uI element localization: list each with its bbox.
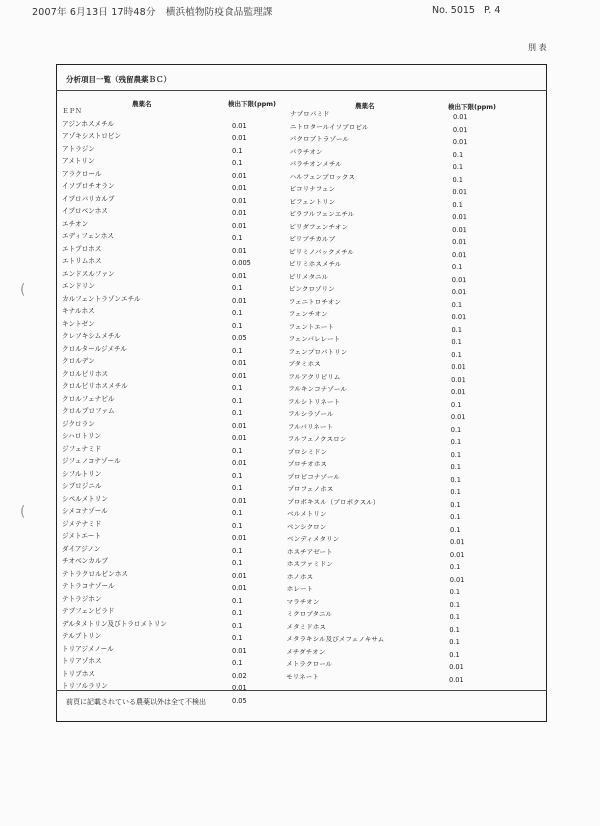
pesticide-name: イプロバリカルブ — [62, 194, 115, 203]
header-name-right: 農薬名 — [355, 102, 375, 110]
detection-limit: 0.1 — [452, 162, 464, 172]
fax-page-number: P. 4 — [484, 5, 501, 16]
pesticide-name: クロルタールジメチル — [62, 344, 127, 353]
pesticide-name: ホノホス — [286, 572, 314, 581]
detection-limit: 0.1 — [232, 346, 243, 355]
detection-limit: 0.1 — [232, 309, 243, 317]
pesticide-name: ナプロパミド — [289, 109, 330, 119]
detection-limit: 0.1 — [232, 471, 243, 480]
detection-limit: 0.01 — [232, 371, 247, 380]
detection-limit: 0.01 — [451, 387, 466, 397]
pesticide-name: イソプロチオラン — [62, 182, 115, 190]
detection-limit: 0.01 — [451, 287, 467, 297]
detection-limit: 0.01 — [452, 125, 468, 134]
detection-limit: 0.01 — [451, 275, 467, 284]
pesticide-name: メタラキシル及びメフェノキサム — [286, 634, 385, 644]
pesticide-name: アトラジン — [62, 144, 95, 153]
detection-limit: 0.01 — [452, 212, 467, 222]
pesticide-name: パラチオンメチル — [289, 159, 342, 169]
pesticide-name: キナルホス — [62, 307, 95, 315]
detection-limit: 0.1 — [232, 284, 243, 292]
header-limit-right: 検出下限(ppm) — [448, 103, 497, 111]
detection-limit: 0.1 — [232, 659, 243, 667]
pesticide-name: テトラジホン — [62, 594, 102, 603]
pesticide-name: ブタミホス — [288, 359, 321, 369]
detection-limit: 0.01 — [452, 137, 468, 147]
detection-limit: 0.1 — [232, 409, 243, 417]
detection-limit: 0.1 — [449, 600, 461, 609]
detection-limit: 0.1 — [451, 262, 463, 272]
detection-limit: 0.01 — [232, 434, 247, 442]
detection-limit: 0.01 — [452, 187, 468, 197]
pesticide-name: ジメテナミド — [62, 519, 102, 528]
pesticide-name: トリフルラリン — [62, 682, 108, 690]
detection-limit: 0.1 — [452, 175, 464, 184]
pesticide-name: アゾキシストロビン — [62, 132, 122, 140]
pesticide-name: フルキンコナゾール — [288, 384, 347, 394]
header-limit-left: 検出下限(ppm) — [228, 100, 277, 108]
detection-limit: 0.01 — [232, 496, 247, 505]
pesticide-name: キントゼン — [62, 319, 95, 328]
pesticide-name: プロフェノホス — [287, 484, 334, 494]
detection-limit: 0.1 — [452, 200, 463, 209]
pesticide-name: シハロトリン — [62, 432, 102, 440]
detection-limit: 0.01 — [232, 246, 247, 255]
detection-limit: 0.1 — [451, 337, 462, 347]
detection-limit: 0.1 — [232, 159, 243, 167]
pesticide-name: フェンバレレート — [288, 334, 341, 344]
detection-limit: 0.1 — [450, 450, 462, 459]
detection-limit: 0.1 — [232, 546, 243, 555]
pesticide-name: ＥＰＮ — [62, 107, 82, 115]
detection-limit: 0.1 — [450, 525, 461, 534]
right-name-column — [286, 108, 445, 684]
pesticide-name: ピリミノバックメチル — [288, 247, 355, 256]
pesticide-name: エトリムホス — [62, 257, 102, 265]
pesticide-name: ミクロブタニル — [286, 609, 333, 619]
detection-limit: 0.01 — [232, 684, 247, 692]
pesticide-name: テトラクロルビンホス — [62, 569, 128, 578]
pesticide-name: メチダチオン — [286, 647, 326, 656]
detection-limit: 0.1 — [450, 400, 462, 409]
detection-limit: 0.1 — [451, 325, 463, 334]
detection-limit: 0.05 — [232, 696, 247, 705]
pesticide-name: トリアジメノール — [62, 644, 114, 653]
pesticide-name: プロピコナゾール — [287, 472, 341, 481]
detection-limit: 0.01 — [451, 312, 467, 322]
detection-limit: 0.1 — [449, 587, 461, 597]
detection-limit: 0.01 — [232, 646, 247, 655]
pesticide-name: パクロブトラゾール — [289, 134, 350, 144]
detection-limit: 0.01 — [449, 575, 465, 584]
detection-limit: 0.1 — [232, 234, 243, 242]
pesticide-name: カルフェントラゾンエチル — [62, 294, 141, 303]
pesticide-name: シペルメトリン — [62, 494, 108, 503]
pesticide-name: ホスチアゼート — [286, 547, 333, 556]
detection-limit: 0.01 — [449, 550, 465, 559]
pesticide-name: フルシラゾール — [287, 409, 334, 419]
pesticide-name: ジフェナミド — [62, 444, 102, 453]
detection-limit: 0.01 — [452, 237, 467, 247]
pesticide-name: エトプロホス — [62, 244, 102, 253]
pesticide-name: マラチオン — [286, 597, 320, 606]
detection-limit: 0.1 — [232, 559, 243, 567]
pesticide-name: フェンチオン — [288, 309, 328, 319]
header-name-left: 農薬名 — [132, 100, 152, 108]
detection-limit: 0.1 — [232, 621, 243, 630]
detection-limit: 0.1 — [450, 500, 461, 509]
pesticide-name: ハルフェンプロックス — [289, 172, 355, 181]
pesticide-name: ニトロタールイソプロピル — [289, 122, 369, 132]
left-limit-column — [232, 107, 272, 707]
detection-limit: 0.1 — [451, 350, 462, 359]
pesticide-name: プロシミドン — [287, 447, 328, 456]
detection-limit: 0.01 — [232, 209, 247, 217]
pesticide-name: エンドスルファン — [62, 269, 115, 278]
pesticide-name: アラクロール — [62, 169, 102, 178]
detection-limit: 0.01 — [232, 459, 247, 467]
pesticide-name: ジメトエート — [62, 532, 102, 540]
detection-limit: 0.1 — [450, 425, 462, 434]
scan-mark: ( — [20, 504, 26, 520]
fax-sender: 横浜植物防疫食品監理課 — [165, 7, 273, 18]
detection-limit: 0.01 — [449, 675, 464, 684]
pesticide-name: クロルプロファム — [62, 407, 115, 415]
left-name-column — [62, 105, 227, 705]
pesticide-name: クロルフェナピル — [62, 394, 115, 403]
detection-limit: 0.1 — [449, 562, 461, 572]
pesticide-name: エディフェンホス — [62, 232, 114, 240]
detection-limit: 0.01 — [232, 359, 247, 367]
fax-number: No. 5015 — [432, 5, 475, 16]
detection-limit: 0.01 — [232, 184, 247, 192]
detection-limit: 0.1 — [232, 146, 243, 155]
pesticide-name: ピコリナフェン — [289, 184, 336, 194]
pesticide-name: フルバリネート — [287, 422, 334, 431]
pesticide-name: ホスファミドン — [286, 559, 333, 569]
pesticide-name: テブフェンピラド — [62, 607, 115, 615]
pesticide-name: シフルトリン — [62, 469, 102, 478]
pesticide-name: シプロジニル — [62, 482, 102, 490]
detection-limit: 0.1 — [449, 637, 460, 647]
detection-limit: 0.1 — [232, 484, 243, 492]
pesticide-name: プロポキスル（プロポクスル） — [287, 497, 380, 507]
detection-limit: 0.1 — [449, 650, 460, 659]
pesticide-name: ダイアジノン — [62, 544, 101, 553]
detection-limit: 0.1 — [232, 396, 243, 405]
detection-limit: 0.1 — [232, 521, 243, 530]
pesticide-name: ピリダフェンチオン — [289, 222, 349, 231]
detection-limit: 0.01 — [451, 375, 466, 384]
table-title: 分析項目一覧（残留農薬ＢＣ） — [66, 75, 171, 84]
detection-limit: 0.1 — [451, 300, 463, 309]
detection-limit: 0.1 — [232, 321, 243, 330]
detection-limit: 0.005 — [232, 259, 251, 267]
detection-limit: 0.1 — [232, 634, 243, 642]
fax-datetime: 2007年 6月13日 17時48分 — [32, 7, 156, 18]
detection-limit: 0.01 — [449, 662, 464, 672]
pesticide-name: ベルメトリン — [287, 509, 327, 519]
pesticide-name: ジフェノコナゾール — [62, 457, 121, 465]
pesticide-name: クロルデン — [62, 357, 95, 365]
footer-divider — [56, 690, 547, 691]
pesticide-name: シメコナゾール — [62, 507, 108, 515]
detection-limit: 0.01 — [232, 534, 247, 542]
pesticide-name: フルアクリピリム — [288, 372, 341, 381]
pesticide-name: フルシトリネート — [287, 397, 341, 406]
detection-limit: 0.1 — [450, 475, 461, 484]
right-limit-column — [449, 111, 493, 686]
detection-limit: 0.01 — [232, 271, 247, 280]
pesticide-name: ピリメタニル — [288, 272, 329, 281]
detection-limit: 0.1 — [449, 625, 460, 634]
pesticide-name: フルフェノクスロン — [287, 434, 347, 444]
pesticide-name: エンドリン — [62, 282, 95, 290]
detection-limit: 0.05 — [232, 334, 247, 342]
detection-limit: 0.01 — [451, 250, 467, 259]
pesticide-name: フェンプロパトリン — [288, 347, 348, 356]
detection-limit: 0.01 — [232, 421, 247, 430]
pesticide-name: プロチオホス — [287, 459, 327, 469]
detection-limit: 0.1 — [232, 384, 243, 392]
detection-limit: 0.01 — [232, 134, 247, 142]
fax-page-info — [432, 5, 500, 16]
detection-limit: 0.01 — [450, 412, 466, 422]
detection-limit: 0.01 — [452, 112, 468, 122]
detection-limit: 0.1 — [232, 509, 243, 517]
pesticide-name: ピリミホスメチル — [288, 259, 342, 269]
title-divider — [56, 90, 547, 91]
pesticide-name: ビンクロゾリン — [288, 284, 335, 294]
detection-limit: 0.01 — [232, 584, 247, 592]
pesticide-name: ピラフルフェンエチル — [289, 209, 355, 219]
pesticide-name: トリブホス — [62, 669, 95, 678]
detection-limit: 0.01 — [232, 171, 247, 180]
pesticide-name: ペンシクロン — [287, 522, 327, 531]
detection-limit: 0.02 — [232, 671, 247, 680]
detection-limit: 0.1 — [232, 609, 243, 617]
detection-limit: 0.1 — [452, 150, 464, 159]
detection-limit: 0.1 — [450, 437, 462, 447]
pesticide-name: トリアゾホス — [62, 657, 102, 665]
detection-limit: 0.1 — [450, 487, 461, 497]
scan-mark: ( — [20, 282, 26, 298]
pesticide-name: アジンホスメチル — [62, 119, 114, 128]
detection-limit: 0.1 — [450, 512, 461, 522]
detection-limit: 0.1 — [450, 462, 462, 472]
detection-limit: 0.01 — [452, 225, 467, 234]
pesticide-name: パラチオン — [289, 147, 323, 156]
pesticide-name: ビフェントリン — [289, 197, 336, 206]
detection-limit: 0.1 — [232, 446, 243, 455]
pesticide-name: テトラコナゾール — [62, 582, 115, 590]
detection-limit: 0.01 — [232, 196, 247, 205]
pesticide-name: イプロベンホス — [62, 207, 108, 215]
detection-limit: 0.01 — [232, 296, 247, 305]
detection-limit: 0.01 — [449, 537, 465, 547]
pesticide-name: ピリブチカルブ — [289, 234, 336, 244]
pesticide-name: ジクロラン — [62, 419, 95, 428]
pesticide-name: エチオン — [62, 219, 89, 228]
attachment-label: 別 表 — [528, 43, 547, 52]
pesticide-name: メタミドホス — [286, 622, 326, 631]
pesticide-name: クレソキシムメチル — [62, 332, 121, 340]
pesticide-name: チオベンカルブ — [62, 557, 109, 565]
pesticide-name: クロルピリホスメチル — [62, 382, 128, 390]
pesticide-name: ホレート — [286, 584, 314, 594]
detection-limit: 0.01 — [451, 362, 466, 372]
pesticide-name: ベンディメタリン — [286, 534, 340, 544]
detection-limit: 0.01 — [232, 221, 247, 230]
detection-limit: 0.01 — [232, 121, 247, 130]
pesticide-name: フェニトロチオン — [288, 297, 341, 306]
detection-limit: 0.1 — [232, 596, 243, 605]
pesticide-name: モリネート — [286, 672, 319, 681]
pesticide-name: テルブトリン — [62, 632, 102, 640]
detection-limit — [232, 107, 272, 120]
detection-limit: 0.1 — [449, 612, 460, 622]
pesticide-name: アメトリン — [62, 157, 95, 165]
pesticide-name: デルタメトリン及びトラロメトリン — [62, 619, 167, 628]
pesticide-name: クロルピリホス — [62, 369, 109, 378]
pesticide-name: メトラクロール — [286, 659, 333, 669]
detection-limit: 0.01 — [232, 571, 247, 580]
pesticide-name: フェントエート — [288, 322, 335, 331]
fax-header — [32, 4, 280, 18]
footer-note: 前頁に記載されている農薬以外は全て不検出 — [66, 698, 206, 706]
